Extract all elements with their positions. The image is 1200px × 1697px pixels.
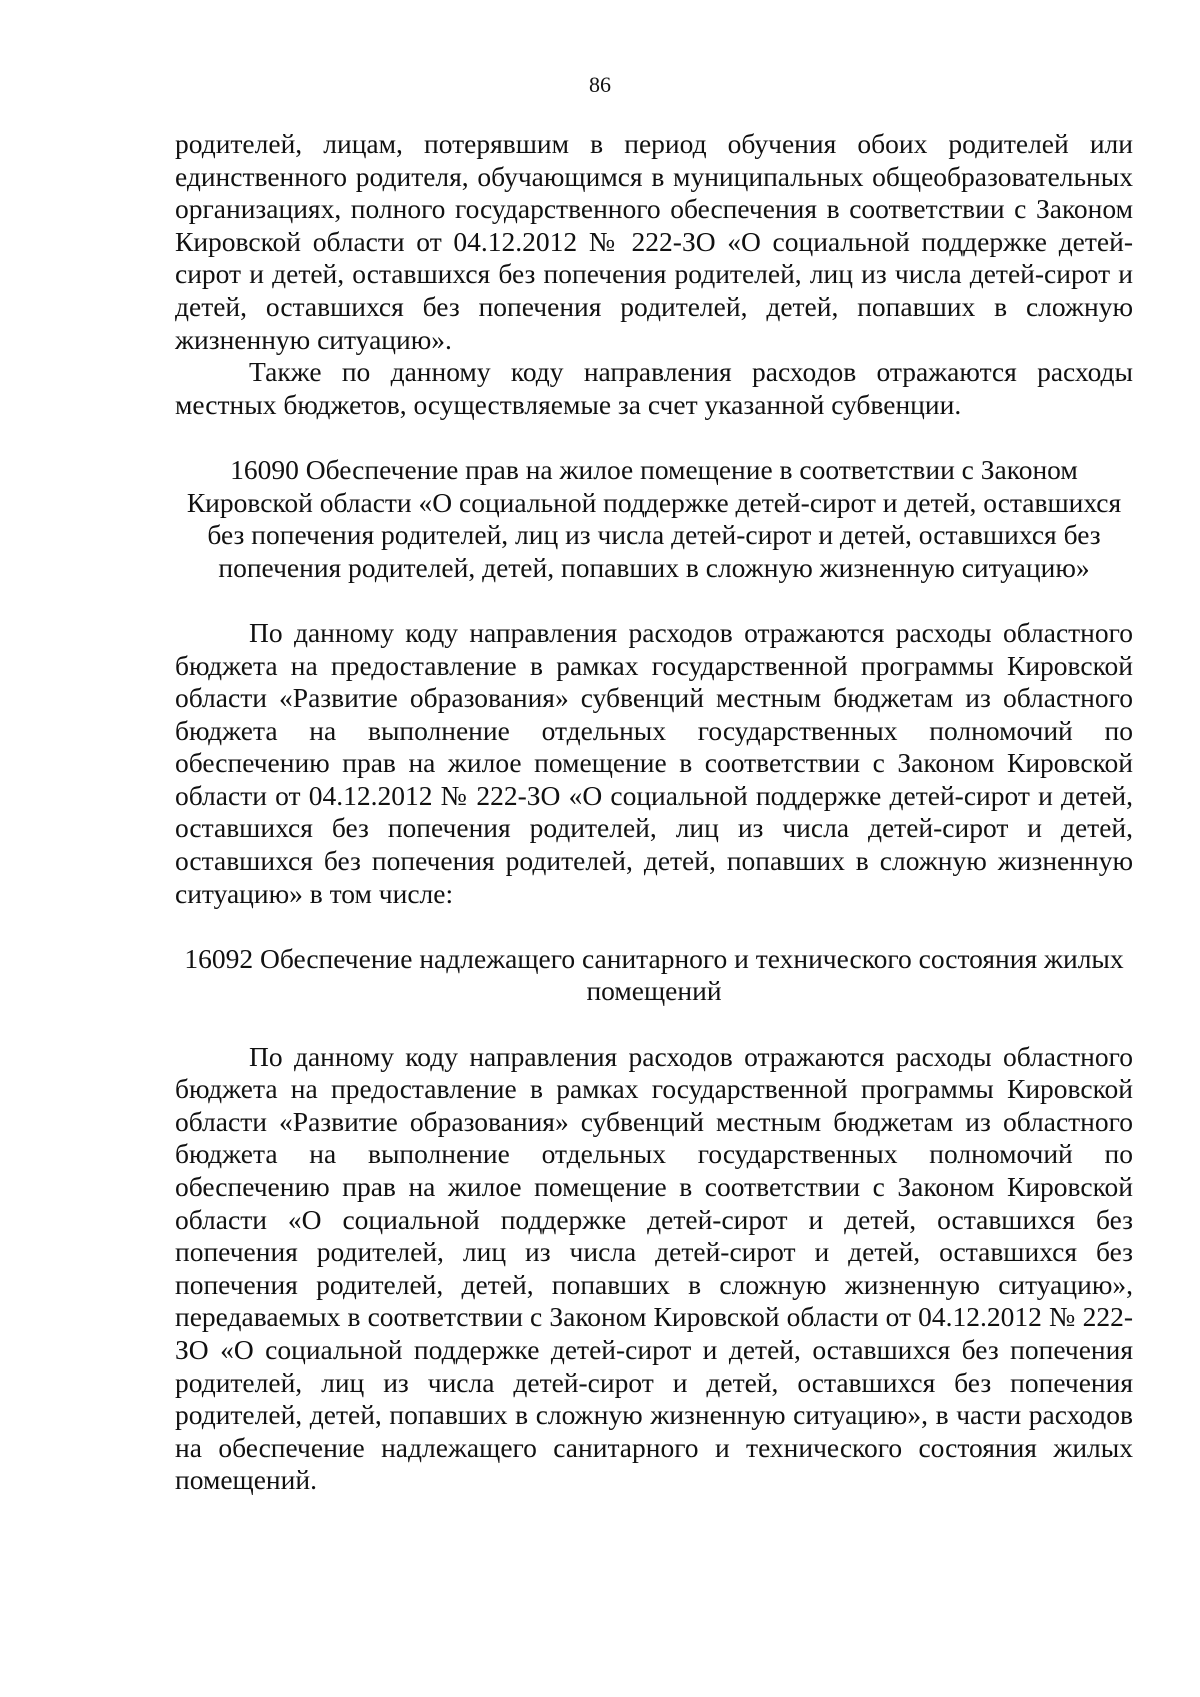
section-heading-16092: 16092 Обеспечение надлежащего санитарного и технического состояния жилых помещений <box>184 942 1124 1007</box>
spacer <box>175 584 1133 617</box>
spacer <box>175 910 1133 943</box>
page-number: 86 <box>589 72 611 97</box>
spacer <box>175 421 1133 454</box>
paragraph-continuation: родителей, лицам, потерявшим в период обучения обоих родителей или единственного родителя, обучающимся в муниципальных общеобразовательных организациях, полного государственного обеспечения в соответствии с Законом Кировской области от 04.12.2012 № 222-ЗО «О социальной поддержке детей-сирот и детей, оставшихся без попечения родителей, лиц из числа детей-сирот и детей, оставшихся без попечения родителей, детей, попавших в сложную жизненную ситуацию». <box>175 128 1133 355</box>
paragraph-16092-description: По данному коду направления расходов отражаются расходы областного бюджета на предоставление в рамках государственной программы Кировской области «Развитие образования» субвенций местным бюджетам из областного бюджета на выполнение отдельных государственных полномочий по обеспечению прав на жилое помещение в соответствии с Законом Кировской области «О социальной поддержке детей-сирот и детей, оставшихся без попечения родителей, лиц из числа детей-сирот и детей, оставшихся без попечения родителей, детей, попавших в сложную жизненную ситуацию», передаваемых в соответствии с Законом Кировской области от 04.12.2012 № 222-ЗО «О социальной поддержке детей-сирот и детей, оставшихся без попечения родителей, лиц из числа детей-сирот и детей, оставшихся без попечения родителей, детей, попавших в сложную жизненную ситуацию», в части расходов на обеспечение надлежащего санитарного и технического состояния жилых помещений. <box>175 1040 1133 1496</box>
paragraph-local-budgets: Также по данному коду направления расходов отражаются расходы местных бюджетов, осуществляемые за счет указанной субвенции. <box>175 356 1133 420</box>
paragraph-16090-description: По данному коду направления расходов отражаются расходы областного бюджета на предоставление в рамках государственной программы Кировской области «Развитие образования» субвенций местным бюджетам из областного бюджета на выполнение отдельных государственных полномочий по обеспечению прав на жилое помещение в соответствии с Законом Кировской области от 04.12.2012 № 222-ЗО «О социальной поддержке детей-сирот и детей, оставшихся без попечения родителей, лиц из числа детей-сирот и детей, оставшихся без попечения родителей, детей, попавших в сложную жизненную ситуацию» в том числе: <box>175 616 1133 909</box>
document-body <box>175 128 1133 1497</box>
spacer <box>175 1008 1133 1041</box>
section-heading-16090: 16090 Обеспечение прав на жилое помещение в соответствии с Законом Кировской области «О социальной поддержке детей-сирот и детей, оставшихся без попечения родителей, лиц из числа детей-сирот и детей, оставшихся без попечения родителей, детей, попавших в сложную жизненную ситуацию» <box>186 453 1122 583</box>
